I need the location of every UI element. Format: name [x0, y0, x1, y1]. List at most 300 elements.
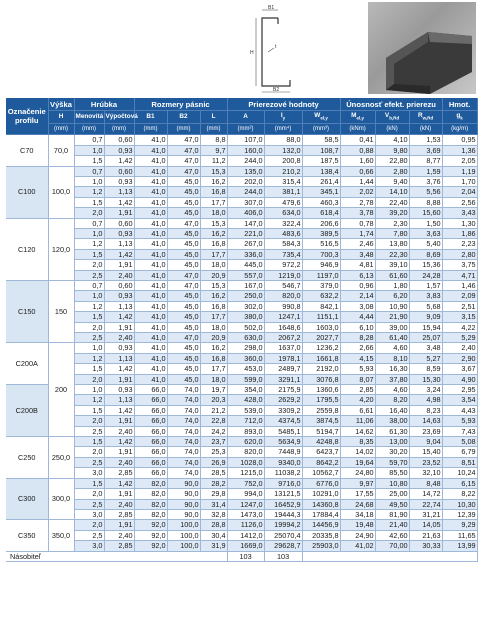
table-cell: 1151,1: [302, 312, 340, 322]
table-cell: 107,0: [227, 135, 264, 145]
subheader-1: Menovitá: [74, 111, 104, 124]
table-cell: 1795,5: [302, 395, 340, 405]
table-cell: 1,5: [74, 156, 104, 166]
unit-12: (kg/m): [442, 124, 477, 135]
table-row: [6, 437, 477, 447]
table-cell: 11038,2: [264, 468, 302, 478]
table-cell: 2,0: [74, 416, 104, 426]
table-cell: 85,50: [375, 468, 409, 478]
table-cell: 70,00: [375, 541, 409, 551]
table-cell: 90,0: [167, 478, 200, 488]
table-cell: 14,72: [409, 489, 442, 499]
table-cell: 3,48: [409, 343, 442, 353]
table-cell: 19994,2: [264, 520, 302, 530]
table-cell: 41,0: [134, 333, 167, 343]
table-cell: 5,29: [442, 333, 477, 343]
table-cell: 11,65: [442, 530, 477, 540]
table-cell: 17,7: [200, 312, 227, 322]
table-cell: 7448,9: [264, 447, 302, 457]
table-cell: 2,05: [442, 156, 477, 166]
table-cell: 25070,4: [264, 530, 302, 540]
table-row: [6, 228, 477, 238]
table-cell: 1603,0: [302, 322, 340, 332]
table-row: [6, 260, 477, 270]
profile-name: C250: [6, 437, 48, 479]
table-cell: 1,13: [104, 395, 134, 405]
header-area: [0, 0, 480, 98]
table-cell: 132,0: [264, 145, 302, 155]
table-cell: 26,9: [200, 457, 227, 467]
table-row: [6, 426, 477, 436]
table-cell: 618,4: [302, 208, 340, 218]
table-cell: 13,00: [375, 437, 409, 447]
table-cell: 28,8: [200, 520, 227, 530]
table-cell: 21,40: [375, 520, 409, 530]
table-cell: 16,2: [200, 176, 227, 186]
table-cell: 0,93: [104, 385, 134, 395]
table-cell: 41,0: [134, 280, 167, 290]
table-cell: 4,10: [375, 135, 409, 145]
table-cell: 539,0: [227, 405, 264, 415]
table-cell: 31,21: [409, 509, 442, 519]
table-cell: 41,0: [134, 239, 167, 249]
table-cell: 1,2: [74, 395, 104, 405]
unit-8: (mm³): [302, 124, 340, 135]
table-cell: 30,4: [200, 530, 227, 540]
table-cell: 45,0: [167, 208, 200, 218]
table-cell: 820,0: [264, 291, 302, 301]
table-cell: 389,5: [302, 228, 340, 238]
table-cell: 41,0: [134, 364, 167, 374]
table-cell: 5634,9: [264, 437, 302, 447]
table-cell: 2,46: [340, 239, 375, 249]
unit-6: (mm²): [227, 124, 264, 135]
table-row: [6, 447, 477, 457]
table-cell: 74,0: [167, 437, 200, 447]
table-cell: 41,0: [134, 291, 167, 301]
table-cell: 10,90: [375, 301, 409, 311]
table-cell: 15,3: [200, 166, 227, 176]
table-cell: 28,5: [200, 468, 227, 478]
table-cell: 41,0: [134, 353, 167, 363]
table-row: [6, 239, 477, 249]
table-cell: 6776,0: [302, 478, 340, 488]
table-cell: 39,20: [375, 208, 409, 218]
table-cell: 634,0: [264, 208, 302, 218]
table-cell: 41,0: [134, 197, 167, 207]
table-cell: 502,0: [227, 322, 264, 332]
subheader-6: A: [227, 111, 264, 124]
table-cell: 1,70: [442, 176, 477, 186]
table-cell: 47,0: [167, 145, 200, 155]
table-cell: 47,0: [167, 135, 200, 145]
table-cell: 2,5: [74, 457, 104, 467]
table-cell: 9,97: [340, 478, 375, 488]
table-cell: 9,40: [375, 176, 409, 186]
table-cell: 92,0: [134, 541, 167, 551]
subheader-5: L: [200, 111, 227, 124]
table-cell: 3,24: [409, 385, 442, 395]
table-cell: 1,42: [104, 197, 134, 207]
table-row: [6, 312, 477, 322]
table-cell: 2,85: [104, 509, 134, 519]
table-cell: 445,0: [227, 260, 264, 270]
table-cell: 47,0: [167, 218, 200, 228]
table-cell: 9,09: [409, 312, 442, 322]
table-cell: 6,20: [375, 291, 409, 301]
table-cell: 2,5: [74, 270, 104, 280]
table-cell: 6,13: [340, 270, 375, 280]
table-cell: 38,00: [375, 416, 409, 426]
table-cell: 2,56: [442, 197, 477, 207]
table-row: [6, 333, 477, 343]
table-cell: 3,0: [74, 541, 104, 551]
table-cell: 8,59: [409, 364, 442, 374]
table-cell: 41,0: [134, 270, 167, 280]
table-cell: 8,35: [340, 437, 375, 447]
table-cell: 1,91: [104, 489, 134, 499]
table-cell: 23,7: [200, 437, 227, 447]
table-cell: 58,5: [302, 135, 340, 145]
profile-height: 70,0: [48, 135, 74, 166]
table-cell: 1247,1: [264, 312, 302, 322]
table-cell: 244,0: [227, 187, 264, 197]
table-cell: 90,0: [167, 489, 200, 499]
table-cell: 42,60: [375, 530, 409, 540]
table-cell: 5,56: [409, 187, 442, 197]
table-cell: 379,0: [302, 280, 340, 290]
table-cell: 1,44: [340, 176, 375, 186]
table-cell: 8,69: [409, 249, 442, 259]
table-cell: 59,70: [375, 457, 409, 467]
table-cell: 1,86: [442, 228, 477, 238]
table-cell: 5,27: [409, 353, 442, 363]
table-cell: 2,0: [74, 447, 104, 457]
table-cell: 1,42: [104, 249, 134, 259]
table-cell: 315,4: [264, 176, 302, 186]
table-cell: 2,40: [104, 270, 134, 280]
t-label: t: [275, 44, 277, 50]
table-cell: 66,0: [134, 385, 167, 395]
table-cell: 10,24: [442, 468, 477, 478]
table-cell: 4374,5: [264, 416, 302, 426]
table-cell: 0,7: [74, 166, 104, 176]
table-cell: 41,0: [134, 145, 167, 155]
profile-height: 120,0: [48, 218, 74, 280]
table-cell: 61,30: [375, 426, 409, 436]
table-cell: 14,02: [340, 447, 375, 457]
table-cell: 41,0: [134, 301, 167, 311]
unit-0: (mm): [48, 124, 74, 135]
table-cell: 74,0: [167, 416, 200, 426]
table-cell: 2,04: [442, 187, 477, 197]
table-cell: 10,30: [442, 499, 477, 509]
table-cell: 41,0: [134, 176, 167, 186]
table-cell: 4,71: [442, 270, 477, 280]
table-cell: 261,4: [302, 176, 340, 186]
table-cell: 483,6: [264, 228, 302, 238]
table-cell: 5,93: [340, 364, 375, 374]
profile-height: 200: [48, 343, 74, 437]
table-cell: 1978,1: [264, 353, 302, 363]
table-cell: 557,0: [227, 270, 264, 280]
table-cell: 2,85: [104, 541, 134, 551]
table-cell: 2,0: [74, 374, 104, 384]
table-cell: 14360,8: [302, 499, 340, 509]
table-cell: 3291,1: [264, 374, 302, 384]
table-cell: 47,0: [167, 333, 200, 343]
table-cell: 2,0: [74, 520, 104, 530]
table-cell: 14,05: [409, 520, 442, 530]
table-cell: 17,7: [200, 364, 227, 374]
subheader-11: $R_{w,Rd}$: [409, 111, 442, 124]
profile-name: C120: [6, 218, 48, 280]
table-cell: 2,85: [104, 468, 134, 478]
table-cell: 2,85: [340, 385, 375, 395]
table-row: [6, 509, 477, 519]
table-cell: 147,0: [227, 218, 264, 228]
unit-5: (mm): [200, 124, 227, 135]
table-cell: 4,43: [442, 405, 477, 415]
table-cell: 1412,0: [227, 530, 264, 540]
profile-name: C350: [6, 520, 48, 551]
table-cell: 428,0: [227, 395, 264, 405]
table-cell: 360,0: [227, 353, 264, 363]
table-cell: 267,0: [227, 239, 264, 249]
table-cell: 1,42: [104, 405, 134, 415]
table-cell: 3,0: [74, 468, 104, 478]
table-cell: 74,0: [167, 426, 200, 436]
table-cell: 29,8: [200, 489, 227, 499]
table-cell: 546,7: [264, 280, 302, 290]
table-cell: 2,0: [74, 322, 104, 332]
table-cell: 345,1: [302, 187, 340, 197]
table-cell: 599,0: [227, 374, 264, 384]
table-cell: 25,07: [409, 333, 442, 343]
table-cell: 1,59: [409, 166, 442, 176]
subheader-7: $I_y$: [264, 111, 302, 124]
table-cell: 9,80: [375, 145, 409, 155]
table-cell: 15,3: [200, 218, 227, 228]
table-cell: 8,88: [409, 197, 442, 207]
table-row: [6, 145, 477, 155]
table-cell: 1,5: [74, 437, 104, 447]
table-cell: 23,69: [409, 426, 442, 436]
table-cell: 1,5: [74, 249, 104, 259]
table-cell: 8,8: [200, 135, 227, 145]
table-cell: 307,0: [227, 197, 264, 207]
table-cell: 4,22: [442, 322, 477, 332]
table-cell: 74,0: [167, 405, 200, 415]
table-row: [6, 187, 477, 197]
table-row: [6, 166, 477, 176]
table-cell: 30,20: [375, 447, 409, 457]
table-row: [6, 541, 477, 551]
table-cell: 24,90: [340, 530, 375, 540]
table-cell: 8,10: [375, 353, 409, 363]
table-cell: 45,0: [167, 343, 200, 353]
table-cell: 82,0: [134, 478, 167, 488]
table-cell: 1669,0: [227, 541, 264, 551]
table-cell: 61,60: [375, 270, 409, 280]
table-cell: 1360,6: [302, 385, 340, 395]
table-cell: 10,80: [375, 478, 409, 488]
table-row: [6, 156, 477, 166]
table-cell: 972,2: [264, 260, 302, 270]
table-cell: 30,33: [409, 541, 442, 551]
table-cell: 16,8: [200, 353, 227, 363]
table-cell: 1,42: [104, 312, 134, 322]
profile-specification-table: [6, 98, 478, 562]
unit-11: (kN): [409, 124, 442, 135]
table-cell: 632,2: [302, 291, 340, 301]
table-cell: 712,0: [227, 416, 264, 426]
multiplier-row: [6, 551, 477, 561]
multiplier-empty: [302, 551, 477, 561]
table-cell: 100,0: [167, 541, 200, 551]
table-cell: 14,10: [375, 187, 409, 197]
table-cell: 135,0: [227, 166, 264, 176]
table-cell: 0,7: [74, 280, 104, 290]
table-cell: 18,0: [200, 374, 227, 384]
table-cell: 14456,9: [302, 520, 340, 530]
table-cell: 15,94: [409, 322, 442, 332]
table-cell: 6423,7: [302, 447, 340, 457]
multiplier-i: 103: [264, 551, 302, 561]
table-cell: 12,39: [442, 509, 477, 519]
table-cell: 16452,9: [264, 499, 302, 509]
table-cell: 1,19: [442, 166, 477, 176]
subheader-9: $M_{el,y}$: [340, 111, 375, 124]
table-cell: 45,0: [167, 260, 200, 270]
table-cell: 1,0: [74, 343, 104, 353]
table-cell: 0,93: [104, 228, 134, 238]
table-cell: 1,5: [74, 197, 104, 207]
table-cell: 0,93: [104, 343, 134, 353]
table-cell: 2027,7: [302, 333, 340, 343]
table-cell: 0,93: [104, 176, 134, 186]
table-cell: 1,0: [74, 291, 104, 301]
profile-name: C70: [6, 135, 48, 166]
table-cell: 167,0: [227, 280, 264, 290]
table-row: [6, 395, 477, 405]
table-cell: 13,80: [375, 239, 409, 249]
table-cell: 13121,5: [264, 489, 302, 499]
table-row: [6, 176, 477, 186]
table-cell: 1,0: [74, 385, 104, 395]
table-cell: 2,40: [104, 499, 134, 509]
table-cell: 3076,8: [302, 374, 340, 384]
subheader-10: $V_{b,Rd}$: [375, 111, 409, 124]
table-cell: 3,43: [442, 208, 477, 218]
table-cell: 21,2: [200, 405, 227, 415]
table-cell: 6,10: [340, 322, 375, 332]
table-cell: 5,40: [409, 239, 442, 249]
table-cell: 4,81: [340, 260, 375, 270]
table-row: [6, 530, 477, 540]
table-cell: 18,0: [200, 208, 227, 218]
table-cell: 990,8: [264, 301, 302, 311]
table-cell: 9,04: [409, 437, 442, 447]
table-cell: 16,2: [200, 343, 227, 353]
table-cell: 45,0: [167, 249, 200, 259]
table-cell: 1,2: [74, 239, 104, 249]
table-cell: 1,30: [442, 218, 477, 228]
table-cell: 302,0: [227, 301, 264, 311]
table-cell: 41,0: [134, 312, 167, 322]
table-cell: 2,80: [375, 166, 409, 176]
table-cell: 20335,8: [302, 530, 340, 540]
table-row: [6, 208, 477, 218]
table-cell: 19,7: [200, 385, 227, 395]
profile-name: C300: [6, 478, 48, 520]
table-cell: 20,9: [200, 270, 227, 280]
table-cell: 24,28: [409, 270, 442, 280]
table-cell: 11,2: [200, 156, 227, 166]
table-cell: 45,0: [167, 197, 200, 207]
table-cell: 8,07: [340, 374, 375, 384]
table-cell: 8,51: [442, 457, 477, 467]
table-cell: 90,0: [167, 499, 200, 509]
table-cell: 24,2: [200, 426, 227, 436]
table-cell: 16,30: [375, 364, 409, 374]
subheader-4: B2: [167, 111, 200, 124]
table-cell: 2,78: [340, 197, 375, 207]
subheader-2: Výpočtová: [104, 111, 134, 124]
table-cell: 5,68: [409, 301, 442, 311]
table-cell: 1,91: [104, 520, 134, 530]
table-row: [6, 353, 477, 363]
table-cell: 1,13: [104, 239, 134, 249]
table-cell: 244,0: [227, 156, 264, 166]
table-cell: 16,40: [375, 405, 409, 415]
table-cell: 1,74: [340, 228, 375, 238]
table-cell: 1,13: [104, 187, 134, 197]
profile-height: 300,0: [48, 478, 74, 520]
table-cell: 45,0: [167, 176, 200, 186]
table-cell: 9340,0: [264, 457, 302, 467]
table-cell: 453,0: [227, 364, 264, 374]
profile-height: 150: [48, 280, 74, 342]
table-cell: 842,1: [302, 301, 340, 311]
table-cell: 15,30: [409, 374, 442, 384]
table-cell: 74,0: [167, 395, 200, 405]
table-cell: 4248,8: [302, 437, 340, 447]
table-cell: 22,74: [409, 499, 442, 509]
table-cell: 4,20: [340, 395, 375, 405]
table-cell: 7,80: [375, 228, 409, 238]
table-cell: 19,64: [340, 457, 375, 467]
table-cell: 460,3: [302, 197, 340, 207]
table-cell: 66,0: [134, 447, 167, 457]
table-cell: 1236,2: [302, 343, 340, 353]
table-cell: 3,75: [442, 260, 477, 270]
table-cell: 41,0: [134, 249, 167, 259]
unit-7: (mm⁴): [264, 124, 302, 135]
table-cell: 406,0: [227, 208, 264, 218]
table-cell: 700,3: [302, 249, 340, 259]
table-cell: 31,9: [200, 541, 227, 551]
table-cell: 45,0: [167, 228, 200, 238]
table-cell: 1,91: [104, 447, 134, 457]
table-cell: 17,55: [340, 489, 375, 499]
table-cell: 4,98: [409, 395, 442, 405]
table-cell: 0,7: [74, 135, 104, 145]
table-cell: 18,0: [200, 260, 227, 270]
table-cell: 22,30: [375, 249, 409, 259]
table-cell: 11,06: [340, 416, 375, 426]
table-cell: 1,42: [104, 437, 134, 447]
